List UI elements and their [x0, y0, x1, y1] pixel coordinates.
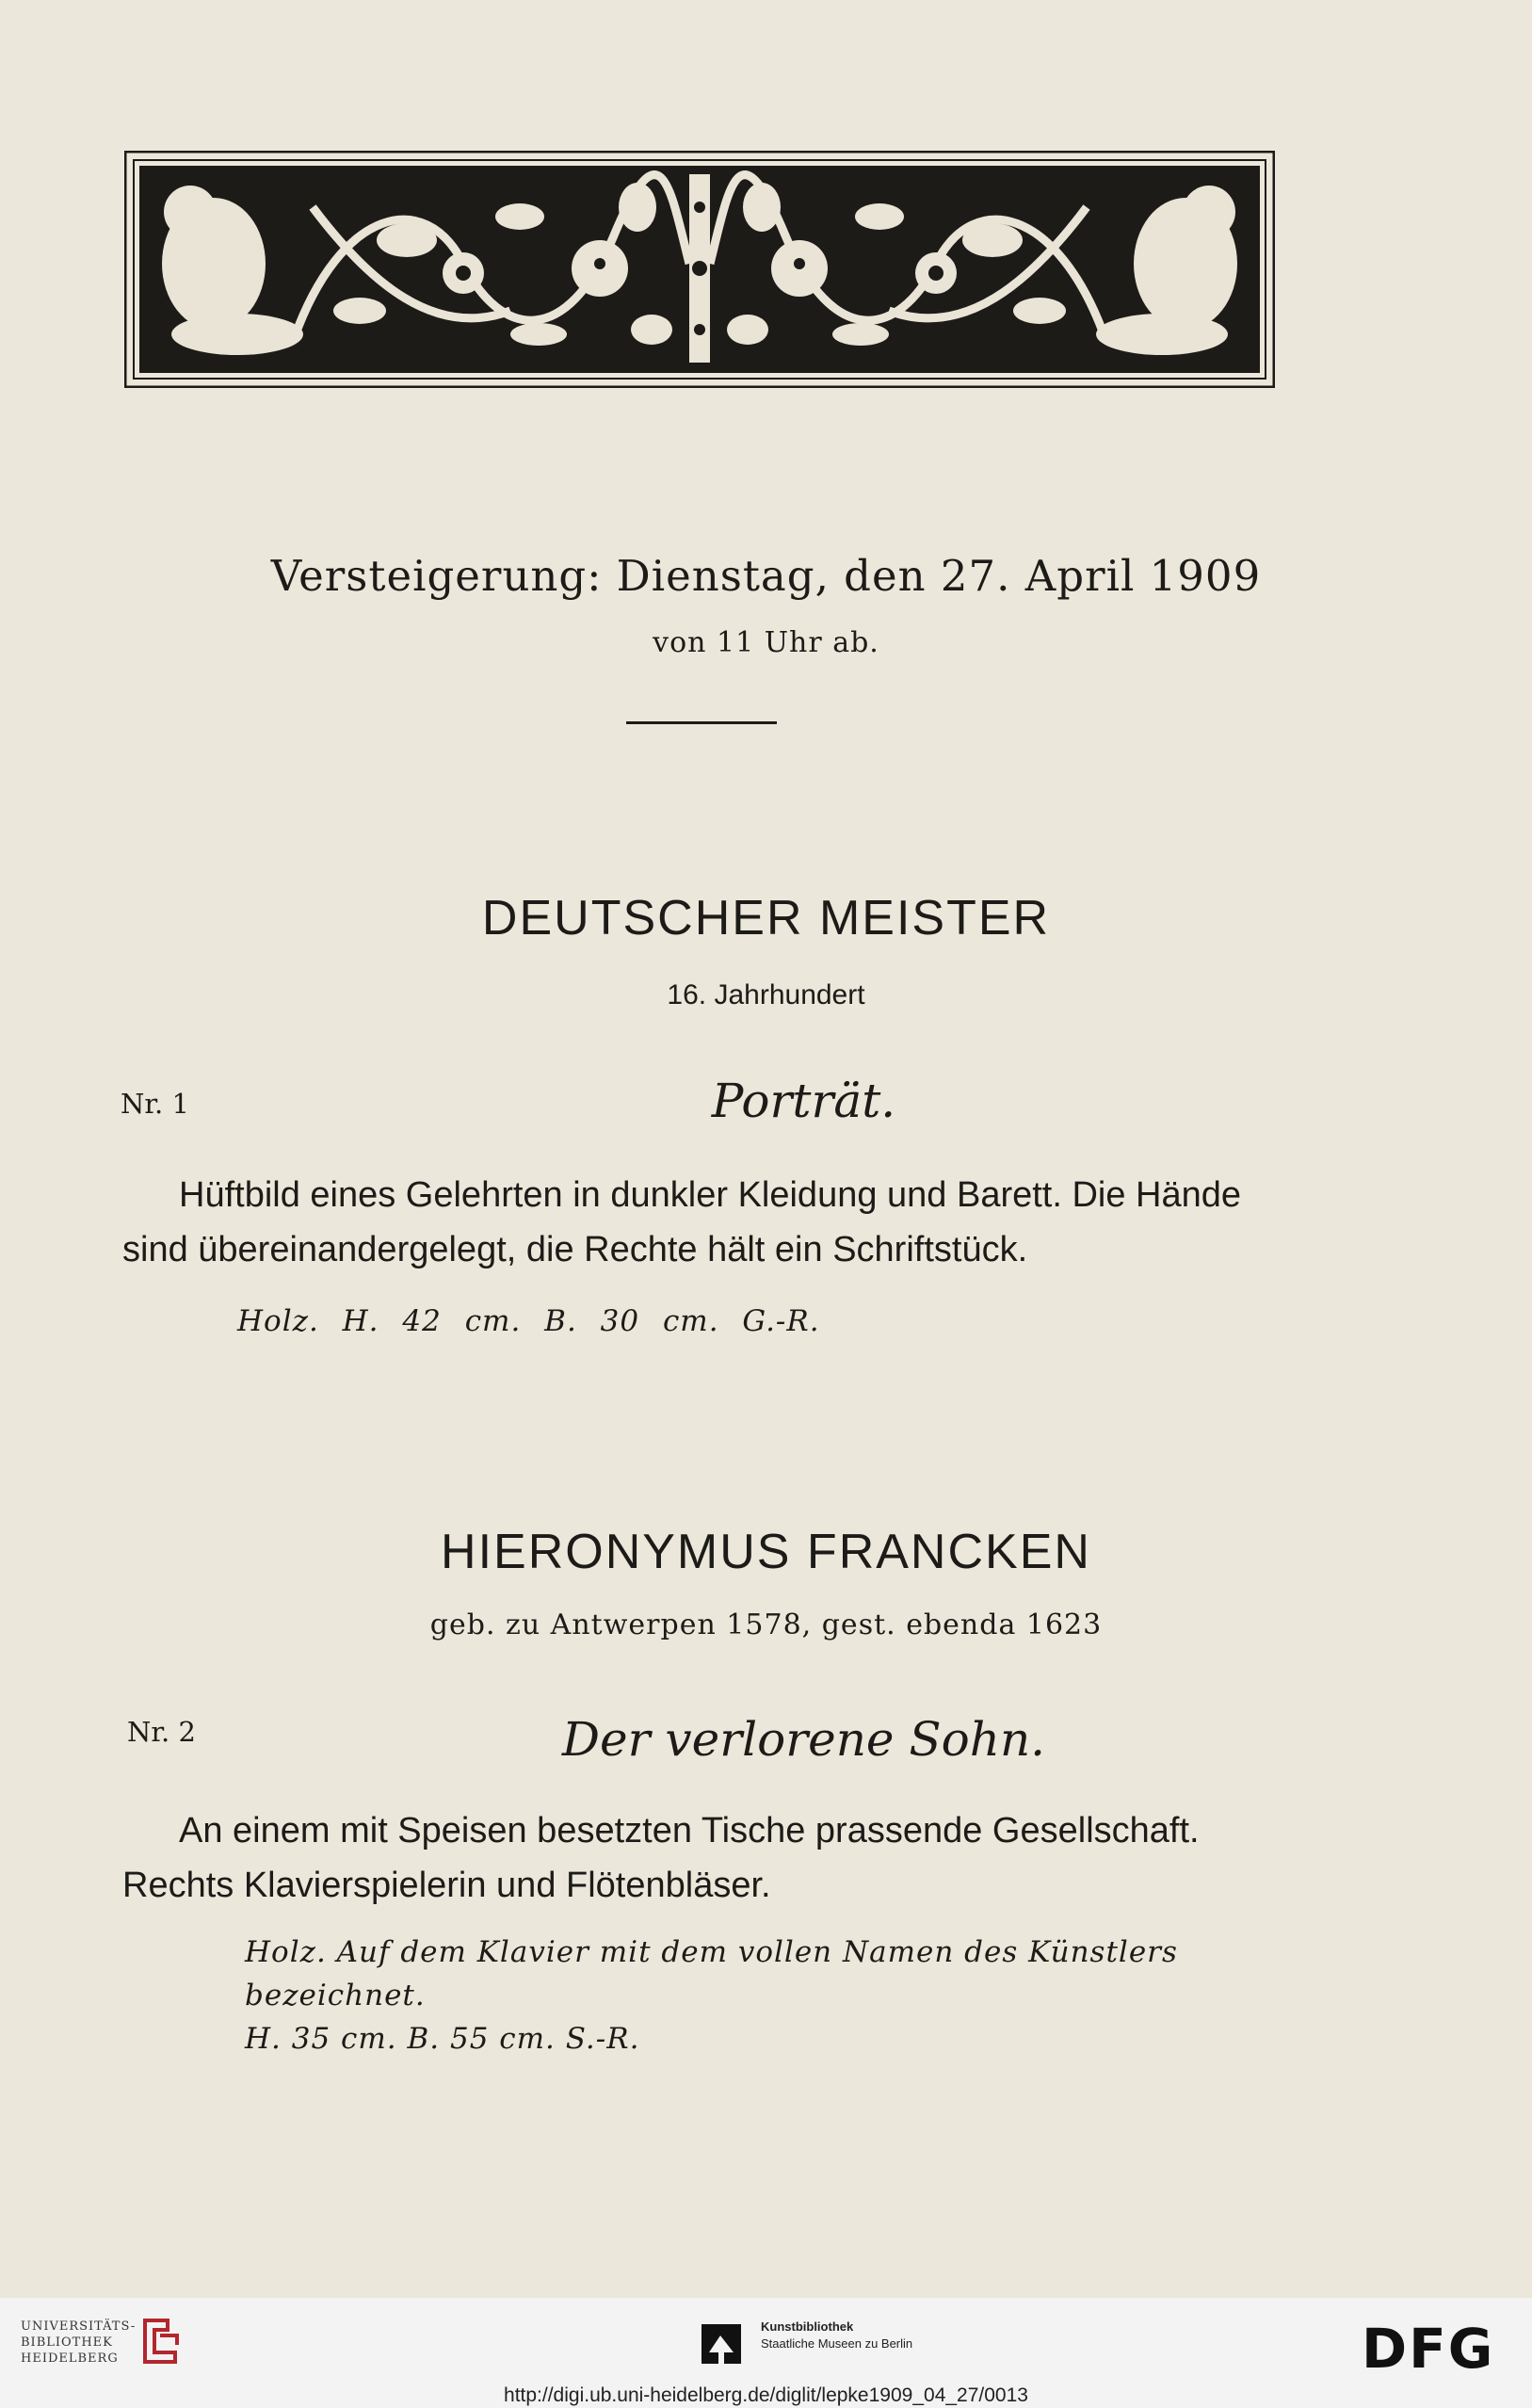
library-name-line: HEIDELBERG [21, 2351, 119, 2366]
divider [626, 721, 777, 724]
lot-title: Porträt. [711, 1074, 896, 1128]
library-name-line: BIBLIOTHEK [21, 2335, 113, 2350]
lot-title: Der verlorene Sohn. [561, 1712, 1046, 1767]
lot-number: Nr. 1 [121, 1088, 189, 1120]
partner-subtitle: Staatliche Museen zu Berlin [761, 2336, 913, 2351]
lot-details-line: H. 35 cm. B. 55 cm. S.-R. [245, 2022, 640, 2056]
lot-details [245, 1931, 1299, 2061]
library-name[interactable] [21, 2319, 136, 2367]
artist-info: 16. Jahrhundert [667, 979, 865, 1010]
lot-details: Holz. H. 42 cm. B. 30 cm. G.-R. [237, 1304, 820, 1338]
permalink-url[interactable]: http://digi.ub.uni-heidelberg.de/diglit/lepke1909_04_27/0013 [504, 2384, 1028, 2406]
lot-description: Hüftbild eines Gelehrten in dunkler Kleidung und Barett. Die Hände sind übereinandergelegt, die Rechte hält ein Schriftstück. [122, 1175, 1242, 1269]
lot-details-line: Holz. Auf dem Klavier mit dem vollen Namen des Künstlers bezeichnet. [245, 1935, 1178, 2012]
viewer-footer [0, 2298, 1532, 2408]
library-name-line: UNIVERSITÄTS- [21, 2319, 137, 2334]
lot-number: Nr. 2 [127, 1716, 196, 1748]
ub-heidelberg-logo-icon[interactable] [139, 2317, 181, 2366]
partner-title: Kunstbibliothek [761, 2319, 854, 2334]
lot-description: An einem mit Speisen besetzten Tische prassende Gesellschaft. Rechts Klavierspielerin und Flötenbläser. [122, 1811, 1200, 1905]
dfg-logo[interactable]: DFG [1362, 2317, 1495, 2381]
artist-heading: DEUTSCHER MEISTER [481, 891, 1051, 945]
kunstbibliothek-logo-icon[interactable] [701, 2324, 741, 2364]
artist-info: geb. zu Antwerpen 1578, gest. ebenda 1623 [429, 1608, 1103, 1641]
auction-date: Versteigerung: Dienstag, den 27. April 1909 [270, 551, 1262, 601]
artist-heading: HIERONYMUS FRANCKEN [441, 1525, 1091, 1579]
ornament-frieze-icon [124, 151, 1275, 388]
partner-name[interactable] [761, 2319, 912, 2352]
auction-time: von 11 Uhr ab. [653, 626, 879, 659]
